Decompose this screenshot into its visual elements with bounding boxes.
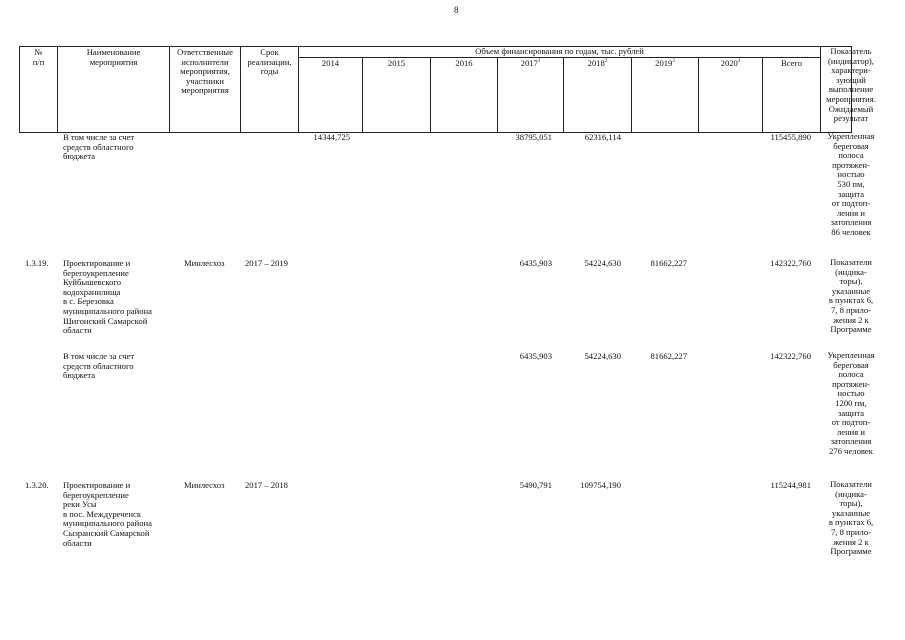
row-name: Проектирование и берегоукрепление Куйбышевского водохранилища в с. Березовка муниципального района Шигонский Самарской области <box>63 258 152 336</box>
row-value: 81662,227 <box>650 258 687 268</box>
row-total: 115455,890 <box>770 132 811 142</box>
header-year: 2020$^4$ <box>720 58 741 68</box>
row-indicator: Укрепленная береговая полоса протяжен- ностью 1200 пм, защита от подтоп- ления и затопления 276 человек <box>827 350 875 456</box>
header-period: Срок реализации, годы <box>247 47 292 77</box>
header-year-divider <box>298 57 820 58</box>
header-indicator: Показатель (индикатор), характери- зующий выполнение мероприятия. Ожидаемый результат <box>826 46 876 124</box>
row-value: 14344,725 <box>313 132 350 142</box>
row-value: 38795,051 <box>515 132 552 142</box>
header-executors: Ответственные исполнители мероприятия, участники мероприятия <box>177 47 233 96</box>
row-indicator: Показатели (индика- торы), указанные в пунктах 6, 7, 8 прило- жения 2 к Программе <box>828 479 874 557</box>
page-number: 8 <box>454 5 459 15</box>
row-num: 1.3.20. <box>25 480 49 490</box>
row-name: В том числе за счет средств областного бюджета <box>63 351 135 381</box>
row-value: 6435,903 <box>519 351 552 361</box>
row-total: 142322,760 <box>770 351 811 361</box>
header-name: Наименование мероприятия <box>86 47 141 67</box>
row-value: 109754,190 <box>580 480 621 490</box>
header-year: 2014 <box>321 58 340 68</box>
row-period: 2017 – 2018 <box>245 480 288 490</box>
header-year: 2019$^3$ <box>655 58 675 68</box>
header-year: 2018$^2$ <box>587 58 608 68</box>
row-value: 62316,114 <box>584 132 621 142</box>
header-funding-title: Объем финансирования по годам, тыс. рублей <box>475 46 644 56</box>
row-total: 142322,760 <box>770 258 811 268</box>
row-name: Проектирование и берегоукрепление реки Усы в пос. Междуреченск муниципального района Сызранский Самарской области <box>63 480 152 548</box>
row-value: 6435,903 <box>519 258 552 268</box>
row-value: 5490,791 <box>519 480 552 490</box>
row-executor: Минлесхоз <box>184 258 225 268</box>
row-num: 1.3.19. <box>25 258 49 268</box>
row-total: 115244,981 <box>770 480 811 490</box>
header-year: 2016 <box>455 58 473 68</box>
row-value: 81662,227 <box>650 351 687 361</box>
row-name: В том числе за счет средств областного бюджета <box>63 132 135 162</box>
header-total: Всего <box>780 58 803 68</box>
row-value: 54224,630 <box>584 258 621 268</box>
header-year: 2015 <box>387 58 406 68</box>
row-value: 54224,630 <box>584 351 621 361</box>
row-indicator: Показатели (индика- торы), указанные в пунктах 6, 7, 8 прило- жения 2 к Программе <box>828 257 874 335</box>
header-year: 2017$^1$ <box>520 58 541 68</box>
row-executor: Минлесхоз <box>184 480 225 490</box>
row-period: 2017 – 2019 <box>245 258 288 268</box>
row-indicator: Укрепленная береговая полоса протяжен- ностью 530 пм, защита от подтоп- ления и затопления 86 человек <box>827 131 875 237</box>
header-num: № п/п <box>32 47 45 67</box>
